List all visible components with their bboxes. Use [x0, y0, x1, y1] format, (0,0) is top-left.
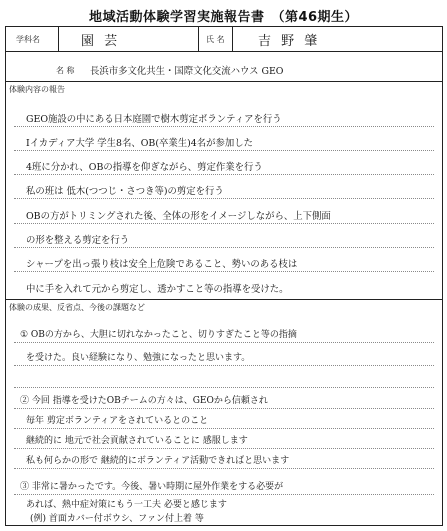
results-line: ③ 非常に暑かったです。今後、暑い時期に屋外作業をする必要が [20, 482, 284, 492]
content-line: OBの方がトリミングされた後、全体の形をイメージしながら、上下側面 [26, 211, 331, 222]
place-label: 名 称 [56, 66, 75, 75]
ruled-line [14, 247, 434, 248]
ruled-line [14, 408, 434, 409]
ruled-line [14, 494, 434, 495]
results-line: 継続的に 地元で社会貢献されていることに 感服します [26, 436, 248, 446]
content-line: 4班に分かれ、OBの指導を仰ぎながら、剪定作業を行う [26, 162, 263, 173]
row-divider-3 [6, 299, 442, 300]
report-title: 地域活動体験学習実施報告書 （第46期生） [88, 10, 359, 25]
row-divider-2 [6, 81, 442, 82]
ruled-line [14, 174, 434, 175]
results-line: 毎年 剪定ボランティアをされているとのこと [26, 416, 209, 426]
place-value: 長浜市多文化共生・国際文化交流ハウス GEO [90, 66, 284, 77]
results-line: を受けた。良い経験になり、勉強になったと思います。 [26, 353, 251, 363]
results-line: ② 今回 指導を受けたOBチームの方々は、GEOから信頼され [20, 396, 268, 406]
ruled-line [14, 365, 434, 366]
dept-value: 園 芸 [81, 34, 121, 49]
report-form [5, 26, 443, 526]
row-divider-1 [6, 51, 442, 52]
name-label: 氏 名 [206, 35, 225, 44]
col-divider-1 [58, 27, 59, 51]
content-line: Iイカディア大学 学生8名、OB(卒業生)4名が参加した [26, 138, 253, 149]
col-divider-2 [198, 27, 199, 51]
content-line: 中に手を入れて元から剪定し、透かすこと等の指導を受けた。 [26, 284, 289, 295]
results-line: (例) 首面カバー付ボウシ、ファン付上着 等 [30, 514, 204, 524]
results-line: 私も何らかの形で 継続的にボランティア活動できればと思います [26, 456, 290, 466]
content-section-label: 体験内容の報告 [9, 85, 65, 94]
ruled-line [14, 223, 434, 224]
content-line: 私の班は 低木(つつじ・さつき等)の剪定を行う [26, 186, 224, 197]
content-line: シャープを出っ張り枝は安全上危険であること、勢いのある枝は [26, 259, 298, 270]
results-section-label: 体験の成果、反省点、今後の課題など [9, 303, 145, 312]
results-line: あれば、熱中症対策にもう一工夫 必要と感じます [26, 500, 227, 510]
content-line: GEO施設の中にある日本庭園で樹木剪定ボランティアを行う [26, 114, 282, 125]
ruled-line [14, 198, 434, 199]
ruled-line [14, 468, 434, 469]
ruled-line [14, 428, 434, 429]
name-value: 吉 野 肇 [258, 34, 321, 49]
results-line: ① OBの方から、大胆に切れなかったこと、切りすぎたこと等の指摘 [20, 330, 297, 340]
dept-label: 学科名 [16, 35, 40, 44]
ruled-line [14, 342, 434, 343]
ruled-line [14, 271, 434, 272]
ruled-line [14, 126, 434, 127]
content-line: の形を整える剪定を行う [26, 235, 130, 246]
ruled-line [14, 150, 434, 151]
ruled-line [14, 387, 434, 388]
ruled-line [14, 448, 434, 449]
col-divider-3 [232, 27, 233, 51]
